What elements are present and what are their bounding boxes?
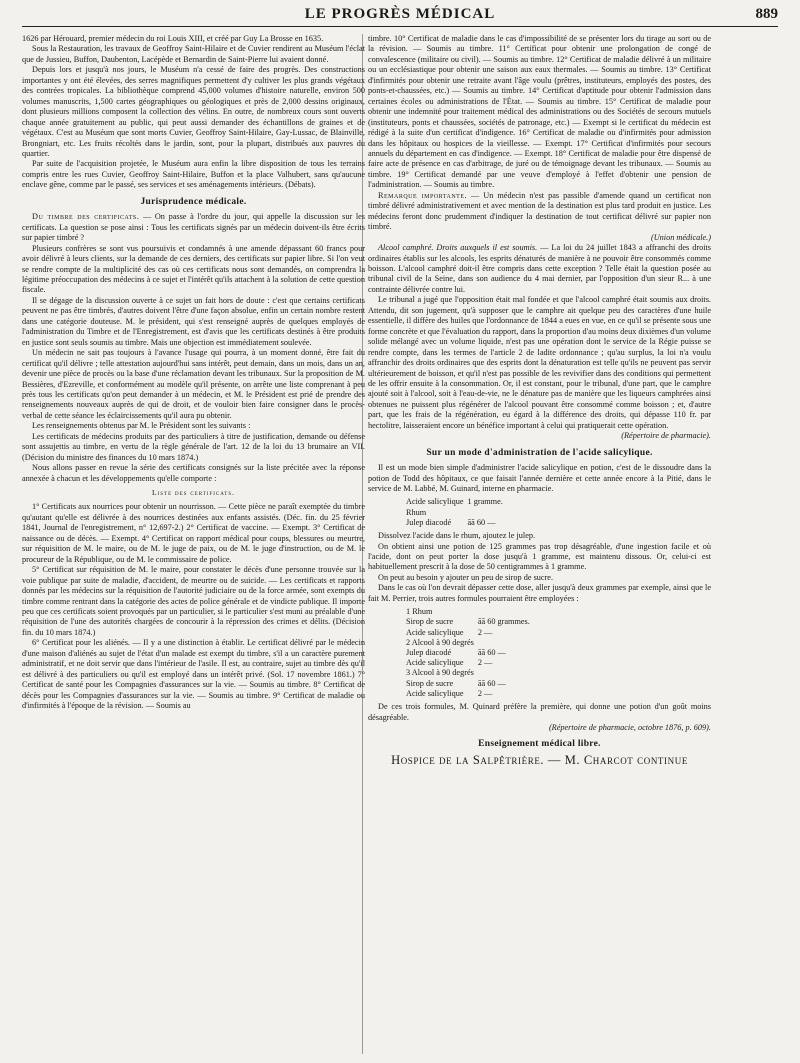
prescription-row [406, 508, 507, 518]
ingredient: Acide salicylique [406, 497, 464, 507]
prescription-row [406, 518, 507, 528]
paragraph: Depuis lors et jusqu'à nos jours, le Muséum n'a cessé de faire des progrès. Des constructions importantes y ont été élevées, des serres magnifiques permettent d'y cultiver les plus grands végétaux des contrées tropicales. La bibliothèque comprend 45,000 volumes d'histoire naturelle, environ 500 volumes manuscrits, 1,500 cartes géographiques ou géologiques et près de 2,000 dessins originaux, dont plusieurs millions composent la collection des vélins. En outre, de nombreux cours sont ouverts chaque année gratuitement au public, qui peut aussi demander des échantillons de graines et de végétaux. C'est au Muséum que sont morts Cuvier, Geoffroy Saint-Hilaire, Gay-Lussac, de Blainville, Brongniart, etc. Les fruits récoltés dans le jardin, sont, pour la plupart, distribués aux pauvres du quartier. [22, 65, 365, 158]
ingredient: Acide salicylique [406, 627, 464, 637]
prescription-row [406, 617, 534, 627]
quantity: āā 60 — [477, 648, 506, 658]
paragraph-text: — La loi du 24 juillet 1843 a affranchi des droits ordinaires établis sur les alcools, les esprits dénaturés de manière à ne pouvoir être consommés comme boisson. L'alcool camphré doit-il être compris dans cette exception ? Telle était la question posée au tribunal civil de la Seine, dans son audience du 4 mai dernier, par l'opposition d'un sieur R... à une contrainte délivrée contre lui. [368, 243, 711, 294]
source-citation: (Répertoire de pharmacie, octobre 1876, p. 609). [548, 723, 711, 732]
paragraph: 6° Certificat pour les aliénés. — Il y a une distinction à établir. Le certificat délivré par le médecin d'une maison d'aliénés au sujet de l'état d'un malade est exempt du timbre, s'il a un caractère purement administratif, et ne doit servir que dans l'intérieur de l'asile. Il est, au contraire, sujet au timbre dès qu'il est délivré à des particuliers ou qu'il est employé dans un intérêt privé. (Sol. 17 novembre 1861.) 7° Certificat de santé pour les Compagnies d'assurances sur la vie. — Soumis au timbre. 8° Certificat de décès pour les Compagnies d'assurances sur la vie. — Soumis au timbre. 9° Certificat de maladie ou d'infirmités à l'époque de la révision. — Soumis au [22, 638, 365, 711]
paragraph [368, 243, 711, 295]
prescription-row [406, 648, 534, 658]
paragraph: Sous la Restauration, les travaux de Geoffroy Saint-Hilaire et de Cuvier rendirent au Muséum l'éclat que de Jussieu, Buffon, Daubenton, Lacépède et Bernardin de Saint-Pierre lui avaient donné. [22, 44, 365, 64]
prescription-table [406, 607, 534, 699]
paragraph: Par suite de l'acquisition projetée, le Muséum aura enfin la libre disposition de tous les terrains compris entre les rues Cuvier, Geoffroy Saint-Hilaire, Buffon et la place Valhubert, sans qu'aucune enclave gêne, comme par le passé, ses services et ses aménagements intérieurs. (Débats). [22, 159, 365, 190]
prescription-row [406, 628, 534, 638]
ingredient: Sirop de sucre [406, 617, 454, 627]
quantity: 2 — [477, 627, 493, 637]
prescription-row [406, 689, 534, 699]
quantity: 1 gramme. [467, 497, 503, 507]
page-header [22, 4, 778, 27]
ingredient: Acide salicylique [406, 658, 464, 668]
paragraph: Il est un mode bien simple d'administrer l'acide salicylique en potion, c'est de le dissoudre dans la potion de Todd des hôpitaux, ce que faisait l'année dernière et cette année encore à la Pitié, dans le service de M. Labbé, M. Guinard, interne en pharmacie. [368, 463, 711, 494]
paragraph: 1626 par Hérouard, premier médecin du roi Louis XIII, et créé par Guy La Brosse en 1635. [22, 34, 324, 43]
paragraph: 1° Certificats aux nourrices pour obtenir un nourrisson. — Cette pièce ne paraît exemptée du timbre qu'autant qu'elle est délivrée à des nourrices destinées aux enfants assistés. (Déc. fin. du 25 février 1841, Journal de l'enregistrement, n° 12,697-2.) 2° Certificat de vaccine. — Exempt. 3° Certificat de naissance ou de décès. — Exempt. 4° Certificat on rapport médical pour coups, blessures ou meurtre, sur réquisition de M. le maire, ou de M. le juge de paix, ou de M. le juge d'instruction, ou de M. le procureur de la République, ou de M. le commissaire de police. [22, 502, 365, 564]
ingredient: Sirop de sucre [406, 678, 454, 688]
paragraph-text: — On passe à l'ordre du jour, qui appelle la discussion sur les certificats. La question se pose ainsi : Tous les certificats signés par un médecin doivent-ils être écrits sur papier timbré ? [22, 212, 366, 243]
paragraph: Un médecin ne sait pas toujours à l'avance l'usage qui pourra, à un moment donné, être fait du certificat qu'il délivre ; telle attestation aujourd'hui sans intérêt, peut demain, dans un mois, dans un an, devenir une pièce de procès ou la base d'une réclamation devant les tribunaux. Sur la proposition de M. Bessières, d'Ezreville, et conformément au modèle qu'il présente, on arrête une liste comprenant à peu près tous les certificats qu'on peut demander à un médecin, et M. le Président est prié de prendre des renseignements nouveaux auprès de qui de droit, et de vouloir bien faire consigner dans le procès-verbal de cette séance les éclaircissements qu'il aura pu obtenir. [22, 348, 365, 420]
paragraph [368, 191, 711, 233]
paragraph: Dissolvez l'acide dans le rhum, ajoutez le julep. [378, 531, 536, 541]
quantity [478, 638, 534, 648]
paragraph: Nous allons passer en revue la série des certificats consignés sur la liste précitée avec la réponse annexée à chacun et les développements qu'elle comporte : [22, 463, 365, 483]
ingredient: 1 Rhum [406, 607, 433, 617]
prescription-row [406, 638, 534, 648]
prescription-row [406, 668, 534, 678]
journal-title: LE PROGRÈS MÉDICAL [304, 6, 496, 22]
page-number: 889 [755, 6, 778, 22]
ingredient: 3 Alcool à 90 degrés [406, 668, 474, 678]
quantity: 2 — [477, 688, 493, 698]
paragraph: Dans le cas où l'on devrait dépasser cette dose, aller jusqu'à deux grammes par exemple, ainsi que le fait M. Perrier, trois autres formules pourraient être employées : [368, 583, 711, 603]
paragraph: Les certificats de médecins produits par des particuliers à titre de justification, demande ou défense sont assujettis au timbre, en vertu de la règle générale de l'art. 12 de la loi du 13 brumaire an VII. (Décision du ministre des finances du 10 mars 1874.) [22, 431, 365, 462]
paragraph: Les renseignements obtenus par M. le Président sont les suivants : [32, 421, 251, 431]
paragraph-text: — Un médecin n'est pas passible d'amende quand un certificat non timbré délivré administrativement et avec mention de la destination est plus tard produit en justice. Les médecins feront donc prudemment d'indiquer la destination de tout certificat délivré sur papier non timbré. [368, 190, 711, 232]
paragraph: 5° Certificat sur réquisition de M. le maire, pour constater le décès d'une personne trouvée sur la voie publique par suite de maladie, d'accident, de meurtre ou de suicide. — Les certificats et rapports donnés par les médecins sur la réquisition de l'autorité judiciaire ou de la force armée, sont exempts du timbre comme rentrant dans la catégorie des actes de police générale et de vindicte publique. Il importe peu que ces certificats soient provoqués par un particulier, si le particulier s'est muni au préalable d'une réquisition de l'une des autorités chargées de concourir à la répression des crimes et délits. (Décision fin. du 10 mars 1874.) [22, 565, 365, 637]
ingredient: Julep diacodé [406, 648, 452, 658]
quantity [478, 668, 534, 678]
right-column [368, 34, 711, 765]
left-column [22, 34, 365, 712]
paragraph-lead: Du timbre des certificats. [32, 212, 140, 222]
prescription-row [406, 607, 534, 617]
paragraph: Il se dégage de la discussion ouverte à ce sujet un fait hors de doute : c'est que certains certificats peuvent ne pas être timbrés, d'autres doivent l'être d'une façon absolue, enfin un certain nombre restent dans une catégorie douteuse. M. le président, qui s'est renseigné auprès de quelques employés de l'administration du Timbre et de l'Enregistrement, est d'avis que les certificats destinés à être produits en justice sont seuls soumis au timbre. Mais une objection est immédiatement soulevée. [22, 295, 365, 347]
section-title: Jurisprudence médicale. [140, 196, 247, 207]
prescription-row [406, 658, 534, 668]
quantity: āā 60 grammes. [477, 617, 530, 627]
paragraph-lead: Alcool camphré. Droits auxquels il est soumis. [378, 243, 538, 253]
ingredient: Acide salicylique [406, 688, 464, 698]
prescription-row [406, 497, 507, 507]
source-citation: (Union médicale.) [650, 232, 711, 242]
paragraph: On obtient ainsi une potion de 125 grammes pas trop désagréable, d'une ingestion facile et où l'acide, dont on peut porter la dose jusqu'à 1 gramme, est maintenu dissous. Or, celui-ci est habituellement prescrit à la dose de 50 centigrammes à 1 gramme. [368, 541, 711, 572]
continued-line: Hospice de la Salpêtrière. — M. Charcot continue [391, 752, 688, 767]
section-title: Sur un mode d'administration de l'acide salicylique. [426, 447, 653, 458]
ingredient: Julep diacodé [406, 517, 452, 527]
source-citation: (Répertoire de pharmacie). [621, 431, 711, 441]
ingredient: 2 Alcool à 90 degrés [406, 637, 474, 647]
paragraph: On peut au besoin y ajouter un peu de sirop de sucre. [378, 572, 554, 582]
quantity: āā 60 — [467, 517, 496, 527]
paragraph [22, 212, 365, 243]
paragraph: De ces trois formules, M. Quinard préfère la première, qui donne une potion d'un goût moins désagréable. [368, 702, 711, 722]
paragraph: timbre. 10° Certificat de maladie dans le cas d'impossibilité de se présenter lors du tirage au sort ou de la révision. — Soumis au timbre. 11° Certificat pour obtenir une prolongation de congé de convalescence (militaire ou civil). — Soumis au timbre. 12° Certificat de maladie délivré à un militaire ou un ecclésiastique pour obtenir une saison aux eaux thermales. — Soumis au timbre. 13° Certificat d'infirmités pour obtenir une retraite avant l'âge voulu (prêtres, instituteurs, employés des postes, des ponts-et-chaussées, etc.) — Soumis au timbre. 14° Certificat d'aptitude pour obtenir l'admission dans certaines écoles ou administrations de l'État. — Soumis au timbre. 15° Certificat de maladie pour obtenir une indemnité pour traitement médical des administrations ou des Sociétés de secours mutuels (instituteurs, ponts et chaussées, sociétés de patronage, etc.) — Exempt si le certificat du médecin est rédigé à la suite d'un certificat d'indigence. 16° Certificat de maladie ou d'infirmités pour admission dans les hôpitaux ou hospices de la vieillesse. — Exempt. 17° Certificat d'infirmités pour secours annuels du département en cas d'indigence. — Exempt. 18° Certificat de maladie pour être dispensé de faire acte de présence en cas d'arbitrage, de juré ou de témoignage devant les tribunaux. — Soumis au timbre. 19° Certificat demandé par une veuve d'employé à l'effet d'obtenir une pension de l'administration. — Soumis au timbre. [368, 34, 711, 190]
list-title: Liste des certificats. [151, 488, 236, 498]
prescription-table [406, 497, 507, 528]
quantity: 2 — [477, 658, 493, 668]
paragraph: Plusieurs confrères se sont vus poursuivis et condamnés à une amende dépassant 60 francs pour avoir délivré à leurs clients, sur la demande de ces derniers, des certificats sur papier libre. Si l'on veut se rendre compte de la multiplicité des cas où ces certificats nous sont demandés, on comprendra la légitime préoccupation des médecins à ce sujet et l'intérêt qu'ils attachent à la solution de cette question fiscale. [22, 243, 365, 295]
prescription-row [406, 679, 534, 689]
quantity [478, 607, 534, 617]
section-title: Enseignement médical libre. [478, 739, 601, 750]
ingredient: Rhum [406, 507, 427, 517]
quantity: āā 60 — [477, 678, 506, 688]
quantity [468, 508, 507, 518]
paragraph-lead: Remarque importante. [378, 190, 468, 200]
paragraph: Le tribunal a jugé que l'opposition était mal fondée et que l'alcool camphré était soumis aux droits. Attendu, dit son jugement, qu'à supposer que le camphre ait quelque peu des caractères d'une huile essentielle, il diffère des huiles que l'ordonnance de 1844 a eues en vue, en ce qu'il se présente sous une forme concrète et que l'évaluation du rapport, dans la proportion d'au moins deux dixièmes d'un volume solide mélangé avec un volume liquide, n'est pas une opération dont le service de la Régie puisse se rendre compte, dans les termes de l'article 2 de ladite ordonnance ; qu'au surplus, la loi n'a voulu affranchir des droits ordinaires que des esprits dont la dénaturation est telle qu'ils ne peuvent pas servir ultérieurement de boisson, et qu'il n'est pas possible de les revivifier dans des conditions qui permettent de les offrir ensuite à la consommation. Or, il est constant, pour le tribunal, d'une part, que le camphre ajouté soit à l'alcool, soit à l'eau-de-vie, ne le dénature pas de manière que les liqueurs camphrées ainsi obtenues ne puissent plus régénérer de l'alcool pouvant être consommé comme boisson ; et, d'autre part, que les frais de la régénération, eu égard à la différence des droits, qui dépasse 110 fr. par hectolitre, laisseraient encore un bénéfice important à celui qui pratiquerait cette opération. [368, 295, 711, 430]
